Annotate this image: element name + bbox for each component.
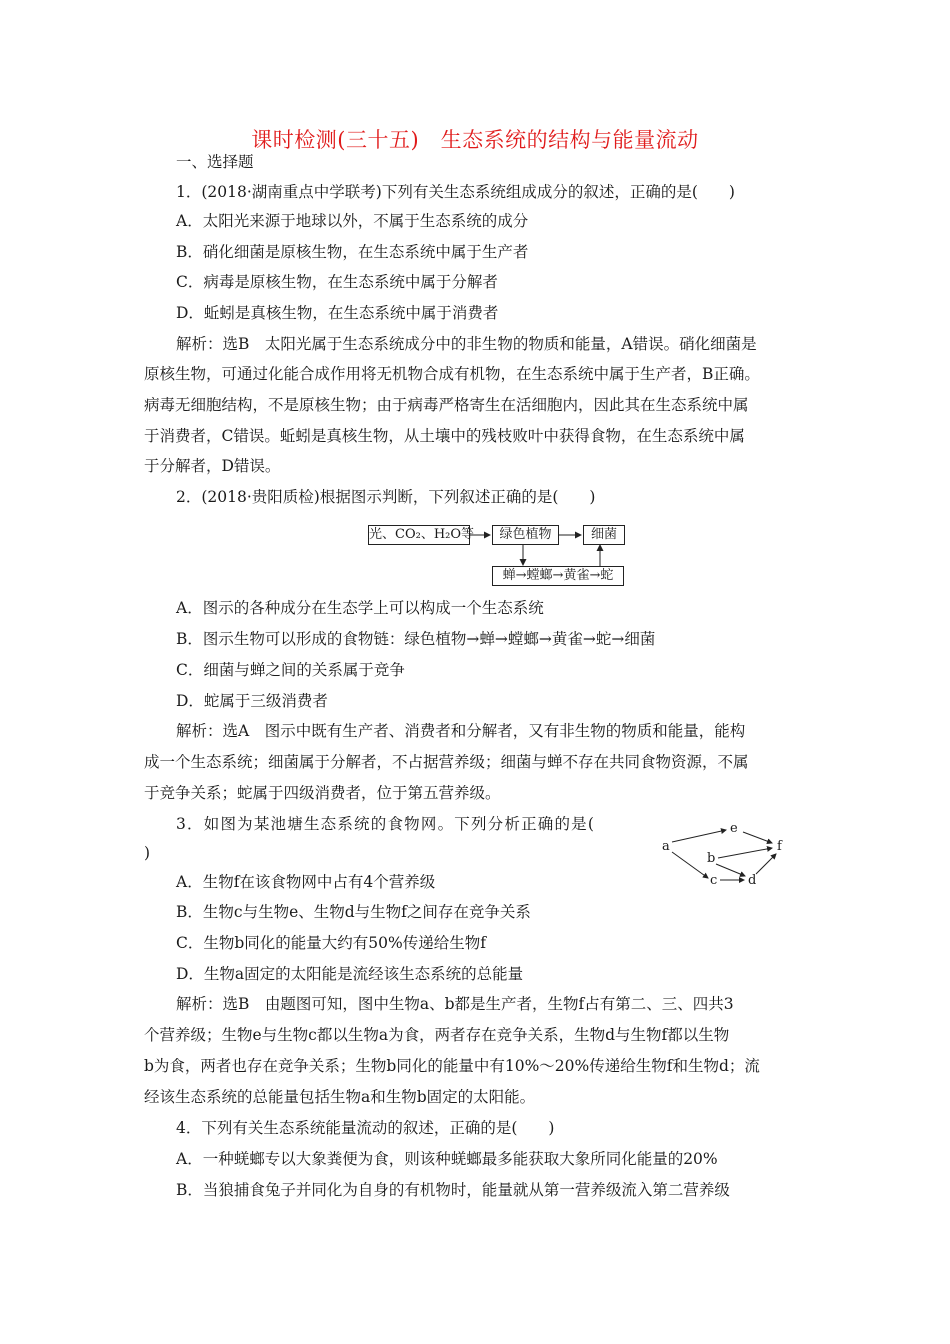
- q4-option-a: A．一种蜣螂专以大象粪便为食，则该种蜣螂最多能获取大象所同化能量的20%: [176, 1150, 718, 1168]
- food-web-node-b: b: [707, 851, 716, 866]
- q3-option-b: B．生物c与生物e、生物d与生物f之间存在竞争关系: [176, 903, 531, 921]
- section-heading: 一、选择题: [176, 153, 254, 171]
- q1-analysis-line: 于分解者，D错误。: [144, 457, 281, 475]
- q1-option-a: A．太阳光来源于地球以外，不属于生态系统的成分: [176, 212, 529, 230]
- q1-option-c: C．病毒是原核生物，在生态系统中属于分解者: [176, 273, 498, 291]
- q3-stem: 3．如图为某池塘生态系统的食物网。下列分析正确的是(: [176, 815, 596, 833]
- bacteria-box: 细菌: [583, 525, 625, 545]
- green-plant-box: 绿色植物: [492, 525, 559, 545]
- food-web-node-c: c: [710, 873, 718, 888]
- q1-analysis-line: 于消费者，C错误。蚯蚓是真核生物，从土壤中的残枝败叶中获得食物，在生态系统中属: [144, 427, 745, 445]
- q3-stem-continued: ): [144, 844, 151, 862]
- q2-option-b: B．图示生物可以形成的食物链：绿色植物→蝉→螳螂→黄雀→蛇→细菌: [176, 630, 656, 648]
- q3-analysis-line: 解析：选B 由题图可知，图中生物a、b都是生产者，生物f占有第二、三、四共3: [176, 995, 734, 1013]
- page-title: 课时检测(三十五) 生态系统的结构与能量流动: [251, 128, 699, 152]
- food-web-node-d: d: [748, 873, 757, 888]
- q2-analysis-line: 成一个生态系统；细菌属于分解者，不占据营养级；细菌与蝉不存在共同食物资源，不属: [144, 753, 749, 771]
- q1-option-d: D．蚯蚓是真核生物，在生态系统中属于消费者: [176, 304, 499, 322]
- q1-analysis-line: 解析：选B 太阳光属于生态系统成分中的非生物的物质和能量，A错误。硝化细菌是: [176, 335, 757, 353]
- q2-analysis-line: 解析：选A 图示中既有生产者、消费者和分解者，又有非生物的物质和能量，能构: [176, 722, 746, 740]
- q2-stem: 2．(2018·贵阳质检)根据图示判断，下列叙述正确的是( ): [176, 488, 596, 506]
- q4-option-b: B．当狼捕食兔子并同化为自身的有机物时，能量就从第一营养级流入第二营养级: [176, 1181, 730, 1199]
- q3-analysis-line: 个营养级；生物e与生物c都以生物a为食，两者存在竞争关系，生物d与生物f都以生物: [144, 1026, 730, 1044]
- q3-option-c: C．生物b同化的能量大约有50%传递给生物f: [176, 934, 486, 952]
- q2-analysis-line: 于竞争关系；蛇属于四级消费者，位于第五营养级。: [144, 784, 501, 802]
- food-chain-box: 蝉→螳螂→黄雀→蛇: [492, 566, 624, 586]
- q3-option-d: D．生物a固定的太阳能是流经该生态系统的总能量: [176, 965, 524, 983]
- q3-analysis-line: b为食，两者也存在竞争关系；生物b同化的能量中有10%～20%传递给生物f和生物d；流: [144, 1057, 760, 1075]
- q1-analysis-line: 原核生物，可通过化能合成作用将无机物合成有机物，在生态系统中属于生产者，B正确。: [144, 365, 760, 383]
- q1-stem: 1．(2018·湖南重点中学联考)下列有关生态系统组成成分的叙述，正确的是( ): [176, 183, 735, 201]
- q2-option-a: A．图示的各种成分在生态学上可以构成一个生态系统: [176, 599, 544, 617]
- food-web-node-a: a: [662, 839, 670, 854]
- q1-option-b: B．硝化细菌是原核生物，在生态系统中属于生产者: [176, 243, 529, 261]
- q4-stem: 4．下列有关生态系统能量流动的叙述，正确的是( ): [176, 1119, 555, 1137]
- abiotic-factors-box: 光、CO₂、H₂O等: [368, 525, 470, 545]
- food-web-node-e: e: [730, 821, 738, 836]
- q3-analysis-line: 经该生态系统的总能量包括生物a和生物b固定的太阳能。: [144, 1088, 536, 1106]
- q3-option-a: A．生物f在该食物网中占有4个营养级: [176, 873, 436, 891]
- food-web-node-f: f: [777, 839, 782, 854]
- q1-analysis-line: 病毒无细胞结构，不是原核生物；由于病毒严格寄生在活细胞内，因此其在生态系统中属: [144, 396, 749, 414]
- q2-option-d: D．蛇属于三级消费者: [176, 692, 328, 710]
- q2-option-c: C．细菌与蝉之间的关系属于竞争: [176, 661, 405, 679]
